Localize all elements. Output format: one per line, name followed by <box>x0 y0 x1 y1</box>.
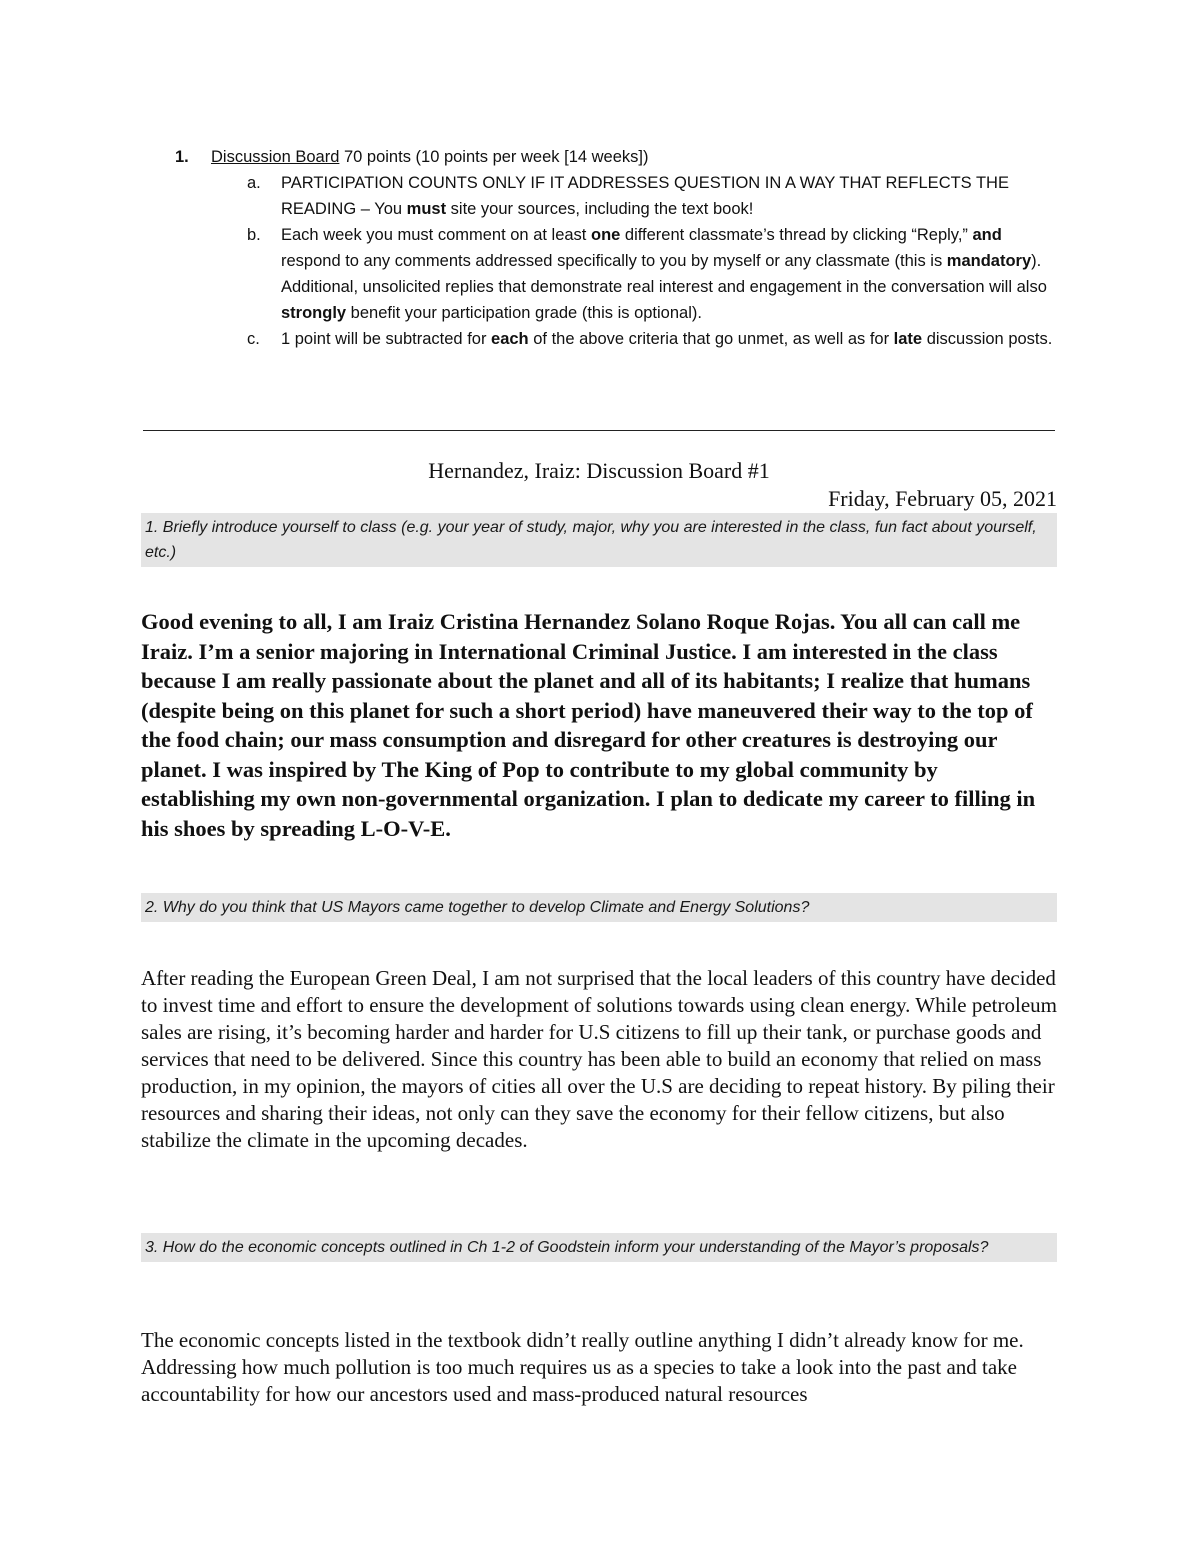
item-emphasis: and <box>972 226 1002 244</box>
item-text: of the above criteria that go unmet, as well as for <box>528 330 894 348</box>
item-text: PARTICIPATION COUNTS ONLY IF IT ADDRESSES QUESTION IN A WAY THAT REFLECTS THE READING – You <box>281 174 1009 218</box>
requirement-item-b <box>175 222 1065 326</box>
requirement-item-a <box>175 170 1065 222</box>
document-title: Hernandez, Iraiz: Discussion Board #1 <box>428 458 770 483</box>
answer-1: Good evening to all, I am Iraiz Cristina Hernandez Solano Roque Rojas. You all can call me Iraiz. I’m a senior majoring in International Criminal Justice. I am interested in the class because I am really passionate about the planet and all of its habitants; I realize that humans (despite being on this planet for such a short period) have maneuvered their way to the top of the food chain; our mass consumption and disregard for other creatures is destroying our planet. I was inspired by The King of Pop to contribute to my global community by establishing my own non-governmental organization. I plan to dedicate my career to filling in his shoes by spreading L-O-V-E. <box>141 609 1036 841</box>
answer-2: After reading the European Green Deal, I am not surprised that the local leaders of this country have decided to invest time and effort to ensure the development of solutions towards using clean energy. While petroleum sales are rising, it’s becoming harder and harder for U.S citizens to fill up their tank, or purchase goods and services that need to be delivered. Since this country has been able to build an economy that relied on mass production, in my opinion, the mayors of cities all over the U.S are deciding to repeat history. By piling their resources and sharing their ideas, not only can they save the economy for their fellow citizens, but also stabilize the climate in the upcoming decades. <box>141 966 1058 1152</box>
horizontal-divider <box>143 430 1055 431</box>
item-emphasis: one <box>590 226 621 244</box>
item-text: Each week you must comment on at least <box>281 226 591 244</box>
item-text: ). Additional, unsolicited replies that demonstrate real interest and engagement in the conversation will also <box>281 252 1047 296</box>
question-prompt-3: 3. How do the economic concepts outlined in Ch 1-2 of Goodstein inform your understanding of the Mayor’s proposals? <box>141 1233 1057 1262</box>
discussion-board-label: Discussion Board <box>211 148 340 166</box>
points-summary: 70 points (10 points per week [14 weeks]) <box>339 148 649 166</box>
question-prompt-1: 1. Briefly introduce yourself to class (e.g. your year of study, major, why you are interested in the class, fun fact about yourself, etc.) <box>141 513 1057 567</box>
item-marker: b. <box>247 226 261 244</box>
requirement-item-c <box>175 326 1065 352</box>
requirement-heading <box>175 144 1065 170</box>
item-text: discussion posts. <box>922 330 1053 348</box>
requirements-list <box>175 144 1065 352</box>
list-number: 1. <box>175 148 189 166</box>
item-emphasis: strongly <box>281 304 347 322</box>
item-emphasis: must <box>406 200 447 218</box>
item-marker: a. <box>247 174 261 192</box>
item-emphasis: mandatory <box>946 252 1032 270</box>
item-emphasis: late <box>893 330 923 348</box>
item-text: respond to any comments addressed specifically to you by myself or any classmate (this is <box>281 252 947 270</box>
item-text: different classmate’s thread by clicking “Reply,” <box>620 226 973 244</box>
item-marker: c. <box>247 330 260 348</box>
item-emphasis: each <box>491 330 529 348</box>
answer-3: The economic concepts listed in the textbook didn’t really outline anything I didn’t already know for me. Addressing how much pollution is too much requires us as a species to take a look into the past and take accountability for how our ancestors used and mass-produced natural resources <box>141 1328 1024 1406</box>
item-text: 1 point will be subtracted for <box>281 330 492 348</box>
document-date: Friday, February 05, 2021 <box>828 486 1057 511</box>
item-text: benefit your participation grade (this is optional). <box>346 304 702 322</box>
item-text: site your sources, including the text book! <box>446 200 754 218</box>
question-prompt-2: 2. Why do you think that US Mayors came together to develop Climate and Energy Solutions? <box>141 893 1057 922</box>
